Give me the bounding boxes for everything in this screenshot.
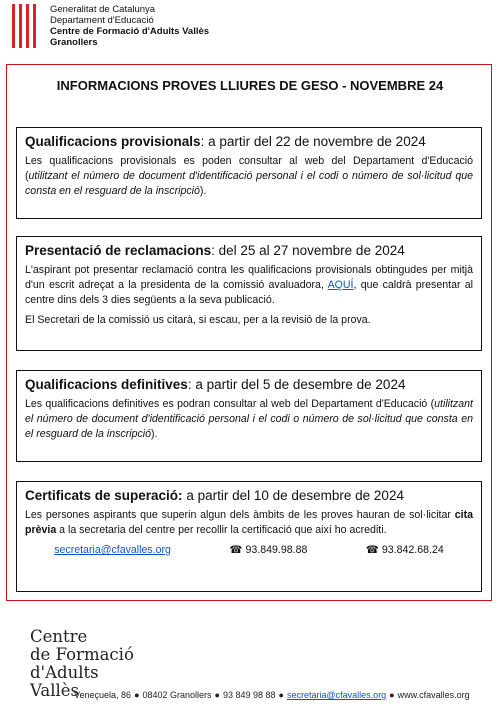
section-text: Les persones aspirants que superin algun dels àmbits de les proves hauran de sol·licitar cita prèvia a la secretaria del centre per recollir la certificació que així ho acrediti. — [25, 509, 473, 536]
header-line-2: Departament d'Educació — [50, 15, 154, 26]
section-final-grades — [16, 370, 482, 462]
footer-email-link[interactable]: secretaria@cfavalles.org — [286, 690, 387, 700]
contact-row — [25, 544, 473, 556]
section-heading: Qualificacions definitives: a partir del 5 de desembre de 2024 — [25, 377, 406, 392]
section-heading: Presentació de reclamacions: del 25 al 27 novembre de 2024 — [25, 243, 405, 258]
phone-2: ☎ 93.842.68.24 — [365, 544, 444, 556]
section-text: Les qualificacions definitives es podran consultar al web del Departament d'Educació (utilitzant el número de document d'identificació personal i el codi o número de sol·licitud que consta en el resguard de la inscripció). — [25, 398, 473, 440]
section-certificates — [16, 481, 482, 592]
header-line-4: Granollers — [50, 37, 98, 48]
page-title: INFORMACIONS PROVES LLIURES DE GESO - NOVEMBRE 24 — [56, 78, 444, 93]
section-complaints — [16, 236, 482, 351]
section-text: Les qualificacions provisionals es poden consultar al web del Departament d'Educació (utilitzant el número de document d'identificació personal i el codi o número de sol·licitud que consta en el resguard de la inscripció). — [25, 155, 473, 197]
section-heading: Qualificacions provisionals: a partir del 22 de novembre de 2024 — [25, 134, 426, 149]
phone-1: ☎ 93.849.98.88 — [229, 544, 308, 556]
generalitat-logo-icon — [10, 4, 42, 48]
aqui-link[interactable]: AQUÍ — [327, 279, 354, 291]
section-provisional-grades — [16, 127, 482, 219]
section-heading: Certificats de superació: a partir del 10 de desembre de 2024 — [25, 488, 404, 503]
header-line-3: Centre de Formació d'Adults Vallès — [50, 26, 210, 37]
footer-web[interactable]: www.cfavalles.org — [397, 690, 470, 700]
header-line-1: Generalitat de Catalunya — [50, 4, 156, 15]
footer — [30, 628, 490, 708]
section-text: L'aspirant pot presentar reclamació contra les qualificacions provisionals obtingudes per mitjà d'un escrit adreçat a la presidenta de la comissió avaluadora, AQUÍ, que caldrà presentar al centre dins dels 3 dies següents a la seva publicació. — [25, 264, 473, 306]
section-text-2: El Secretari de la comissió us citarà, si escau, per a la revisió de la prova. — [25, 314, 371, 326]
centre-logo-text: Centre de Formació d'Adults Vallès — [30, 627, 134, 700]
email-link[interactable]: secretaria@cfavalles.org — [54, 544, 171, 556]
footer-contact-line: Veneçuela, 86 ● 08402 Granollers ● 93 849 98 88 ● secretaria@cfavalles.org ● www.cfavalles.org — [74, 690, 470, 700]
